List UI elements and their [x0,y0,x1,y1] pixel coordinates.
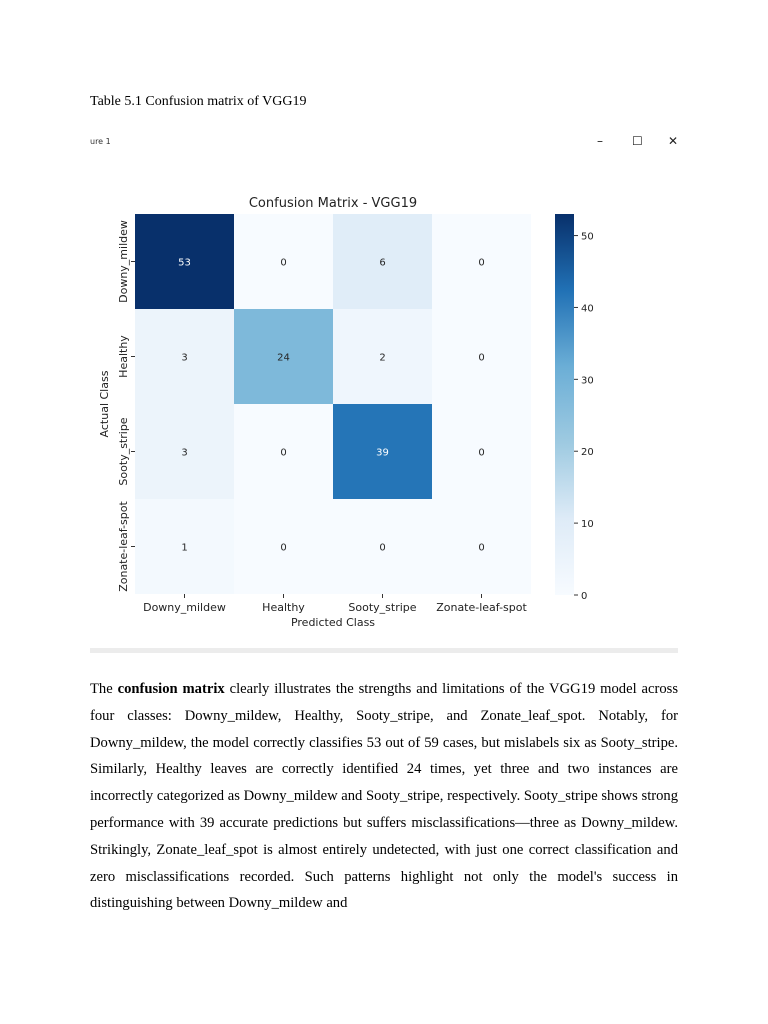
colorbar [555,214,574,595]
confusion-matrix-chart [90,150,678,650]
cell-value-label: 3 [181,352,188,364]
cell-value-label: 0 [379,542,386,554]
cell-value-label: 0 [478,257,485,269]
x-axis-label: Predicted Class [290,616,376,629]
cell-value-label: 0 [478,447,485,459]
colorbar-tick-label: 50 [581,231,594,243]
cell-value-label: 6 [379,257,386,269]
colorbar-tick-label: 40 [581,303,594,315]
figure-divider [90,648,678,653]
cell-value-label: 1 [181,542,188,554]
minimize-icon[interactable]: – [597,134,603,148]
y-tick-label: Downy_mildew [117,220,130,303]
paragraph-bold-term: confusion matrix [117,681,225,697]
paragraph-rest: clearly illustrates the strengths and limitations of the VGG19 model across four classes: Downy_mildew, Healthy, Sooty_stripe, and Zonate_leaf_spot. Notably, for Downy_mildew, the model correctly classifies 53 out of 59 cases, but mislabels six as Sooty_stripe. Similarly, Healthy leaves are correctly identified 24 times, yet three and two instances are incorrectly categorized as Downy_mildew and Sooty_stripe, respectively. Sooty_stripe shows strong performance with 39 accurate predictions but suffers misclassifications—three as Downy_mildew. Strikingly, Zonate_leaf_spot is almost entirely undetected, with just one correct classification and zero misclassifications recorded. Such patterns highlight not only the model's success in distinguishing between Downy_mildew and [90,681,679,912]
x-tick-label: Zonate-leaf-spot [436,601,527,614]
y-tick-label: Healthy [117,335,130,378]
cell-value-label: 3 [181,447,188,459]
cell-value-label: 53 [178,257,191,269]
y-axis-label: Actual Class [98,370,111,438]
y-tick-label: Sooty_stripe [117,417,130,486]
cell-value-label: 0 [478,542,485,554]
body-paragraph [90,676,678,917]
cell-value-label: 0 [280,542,287,554]
close-icon[interactable]: ✕ [668,134,679,148]
x-tick-label: Healthy [262,601,305,614]
colorbar-tick-label: 20 [581,447,594,459]
x-tick-label: Sooty_stripe [348,601,417,614]
paragraph-lead: The [90,681,118,697]
figure [90,150,678,650]
cell-value-label: 39 [376,447,389,459]
colorbar-tick-label: 10 [581,519,594,531]
cell-value-label: 0 [280,447,287,459]
colorbar-tick-label: 30 [581,375,594,387]
window-title: ure 1 [90,137,111,146]
cell-value-label: 0 [478,352,485,364]
cell-value-label: 0 [280,257,287,269]
colorbar-tick-label: 0 [581,591,588,602]
x-tick-label: Downy_mildew [143,601,226,614]
y-tick-label: Zonate-leaf-spot [117,501,130,592]
table-caption: Table 5.1 Confusion matrix of VGG19 [90,94,307,109]
maximize-icon[interactable]: ☐ [632,134,643,148]
cell-value-label: 24 [277,352,290,364]
chart-title: Confusion Matrix - VGG19 [248,196,418,211]
cell-value-label: 2 [379,352,386,364]
